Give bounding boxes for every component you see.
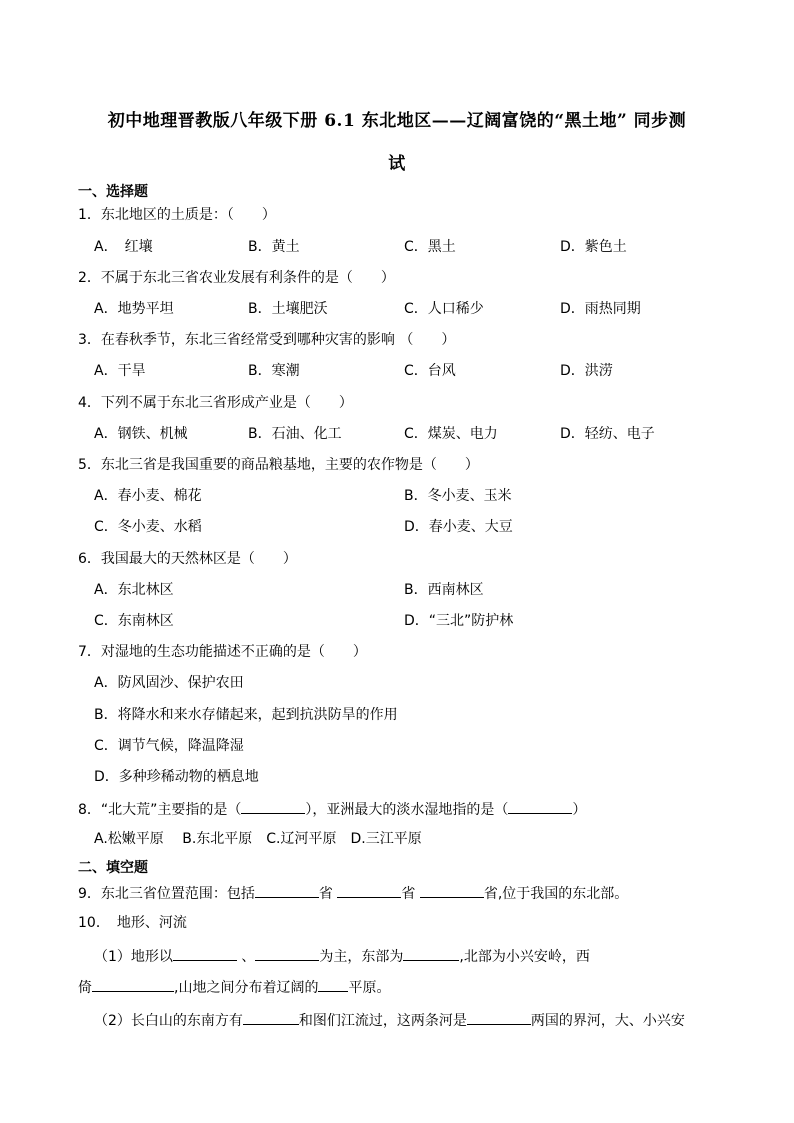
question-3-option-c: C．台风 bbox=[404, 363, 456, 379]
question-6-option-c: C．东南林区 bbox=[94, 613, 174, 629]
question-8-stem bbox=[78, 799, 586, 819]
question-1-option-c: C．黑土 bbox=[404, 239, 456, 255]
question-2-option-b: B．土壤肥沃 bbox=[248, 301, 328, 317]
question-5-option-b: B．冬小麦、玉米 bbox=[404, 488, 512, 504]
question-9-text-4: 省,位于我国的东北部。 bbox=[483, 886, 629, 902]
question-1-option-d: D．紫色土 bbox=[560, 239, 627, 255]
question-5-option-d: D．春小麦、大豆 bbox=[404, 519, 513, 535]
question-5-stem: 5．东北三省是我国重要的商品粮基地，主要的农作物是（ ） bbox=[78, 457, 479, 473]
question-4-option-b: B．石油、化工 bbox=[248, 426, 342, 442]
answer-blank[interactable] bbox=[318, 977, 348, 992]
question-10-stem: 10． 地形、河流 bbox=[78, 915, 187, 931]
question-9-text-1: 9．东北三省位置范围：包括 bbox=[78, 886, 255, 902]
q10-text: （1）地形以 bbox=[94, 949, 173, 965]
question-2-option-c: C．人口稀少 bbox=[404, 301, 484, 317]
question-9-text-2: 省 bbox=[318, 886, 333, 902]
question-4-option-d: D．轻纺、电子 bbox=[560, 426, 655, 442]
question-7-option-b: B．将降水和来水存储起来，起到抗洪防旱的作用 bbox=[94, 707, 398, 723]
question-6-option-d: D．“三北”防护林 bbox=[404, 613, 514, 629]
q10-text: （2）长白山的东南方有 bbox=[94, 1013, 243, 1029]
question-10-line-3 bbox=[94, 1010, 685, 1030]
question-1-option-b: B．黄土 bbox=[248, 239, 300, 255]
q10-text: ,北部为小兴安岭，西 bbox=[459, 949, 590, 965]
answer-blank[interactable] bbox=[243, 1010, 299, 1025]
question-2-option-d: D．雨热同期 bbox=[560, 301, 641, 317]
question-7-stem: 7．对湿地的生态功能描述不正确的是（ ） bbox=[78, 644, 367, 660]
question-8-options: A.松嫩平原 B.东北平原 C.辽河平原 D.三江平原 bbox=[94, 831, 422, 847]
question-3-stem: 3．在春秋季节，东北三省经常受到哪种灾害的影响 （ ） bbox=[78, 332, 456, 348]
q10-text: 、 bbox=[241, 949, 256, 965]
question-6-stem: 6．我国最大的天然林区是（ ） bbox=[78, 551, 297, 567]
answer-blank[interactable] bbox=[337, 883, 401, 898]
question-9-stem bbox=[78, 883, 628, 903]
question-3-option-a: A．干旱 bbox=[94, 363, 146, 379]
question-9-text-3: 省 bbox=[401, 886, 416, 902]
question-8-text-1: 8．“北大荒”主要指的是（ bbox=[78, 802, 242, 818]
answer-blank[interactable] bbox=[92, 977, 174, 992]
answer-blank[interactable] bbox=[403, 946, 459, 961]
question-10-line-2 bbox=[78, 977, 390, 997]
question-8-text-2: ），亚洲最大的淡水湿地指的是（ bbox=[305, 802, 509, 818]
question-7-option-d: D．多种珍稀动物的栖息地 bbox=[94, 769, 259, 785]
answer-blank[interactable] bbox=[420, 883, 484, 898]
answer-blank[interactable] bbox=[255, 946, 319, 961]
question-3-option-d: D．洪涝 bbox=[560, 363, 613, 379]
question-6-option-b: B．西南林区 bbox=[404, 582, 484, 598]
q10-text: 为主，东部为 bbox=[319, 949, 404, 965]
question-1-stem: 1．东北地区的土质是：（ ） bbox=[78, 207, 276, 223]
question-10-line-1 bbox=[94, 946, 590, 966]
answer-blank[interactable] bbox=[508, 799, 572, 814]
question-7-option-a: A．防风固沙、保护农田 bbox=[94, 675, 244, 691]
question-2-option-a: A．地势平坦 bbox=[94, 301, 174, 317]
question-4-option-a: A．钢铁、机械 bbox=[94, 426, 188, 442]
answer-blank[interactable] bbox=[241, 799, 305, 814]
q10-text: 倚 bbox=[78, 980, 92, 996]
q10-text: ,山地之间分布着辽阔的 bbox=[174, 980, 319, 996]
document-title-continued: 试 bbox=[388, 154, 406, 174]
document-title: 初中地理晋教版八年级下册 6.1 东北地区——辽阔富饶的“黑土地” 同步测 bbox=[107, 111, 687, 131]
q10-text: 两国的界河，大、小兴安 bbox=[530, 1013, 685, 1029]
q10-text: 和图们江流过，这两条河是 bbox=[298, 1013, 467, 1029]
question-3-option-b: B．寒潮 bbox=[248, 363, 300, 379]
answer-blank[interactable] bbox=[255, 883, 319, 898]
question-6-option-a: A．东北林区 bbox=[94, 582, 174, 598]
question-8-text-3: ） bbox=[572, 802, 587, 818]
question-1-option-a: A． 红壤 bbox=[94, 239, 153, 255]
question-7-option-c: C．调节气候，降温降湿 bbox=[94, 738, 244, 754]
question-2-stem: 2．不属于东北三省农业发展有利条件的是（ ） bbox=[78, 270, 395, 286]
question-5-option-a: A．春小麦、棉花 bbox=[94, 488, 202, 504]
question-5-option-c: C．冬小麦、水稻 bbox=[94, 519, 202, 535]
question-4-option-c: C．煤炭、电力 bbox=[404, 426, 498, 442]
section-heading-fill: 二、填空题 bbox=[78, 860, 148, 876]
answer-blank[interactable] bbox=[467, 1010, 531, 1025]
section-heading-choice: 一、选择题 bbox=[78, 184, 148, 200]
answer-blank[interactable] bbox=[173, 946, 237, 961]
question-4-stem: 4．下列不属于东北三省形成产业是（ ） bbox=[78, 395, 353, 411]
q10-text: 平原。 bbox=[348, 980, 391, 996]
